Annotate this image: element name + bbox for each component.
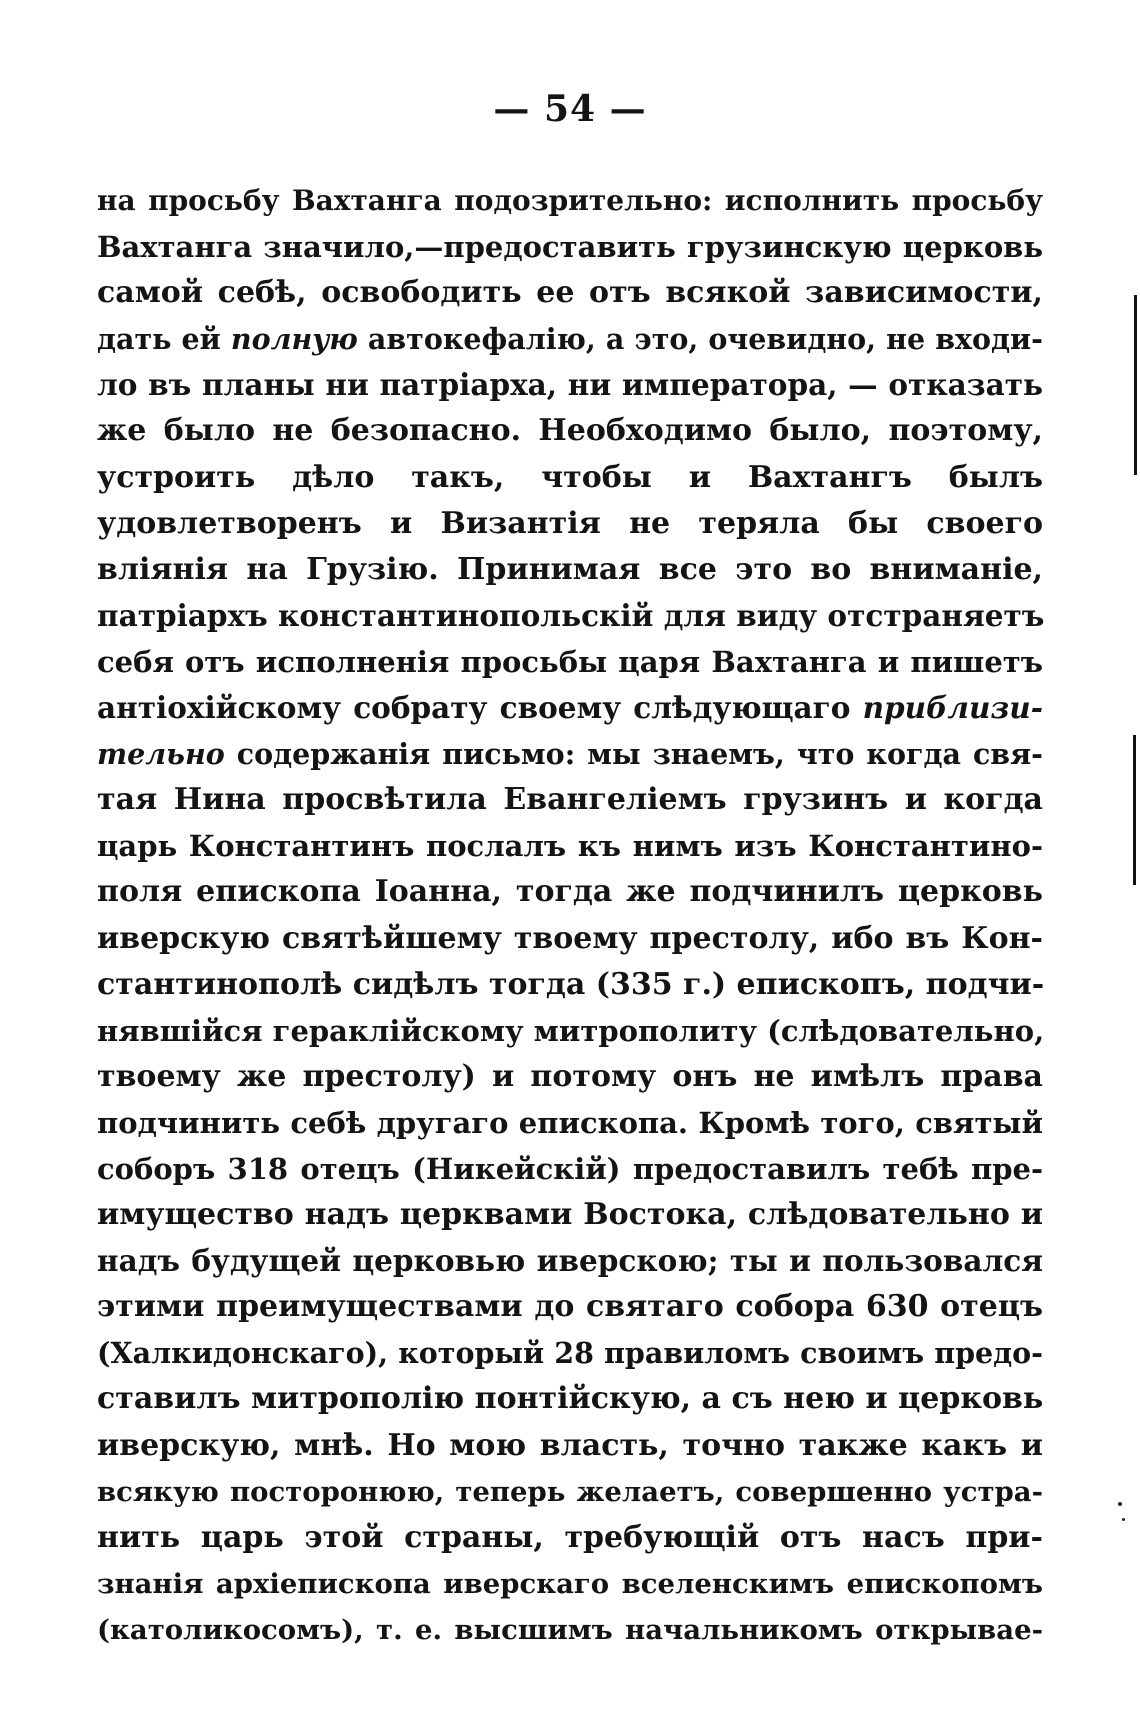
text-segment: (католикосомъ), т. е. высшимъ начальникомъ открывае-: [97, 1613, 1043, 1646]
text-segment: нить царь этой страны, требующій отъ насъ при-: [97, 1519, 1043, 1555]
text-segment: дать ей: [97, 322, 231, 357]
text-segment: автокефалію, а это, очевидно, не входи-: [357, 322, 1043, 357]
text-line: [97, 270, 1043, 316]
emphasized-text: приблизи-: [862, 690, 1043, 726]
text-segment: же было не безопасно. Необходимо было, поэтому,: [97, 413, 1043, 449]
margin-scan-mark: [1133, 735, 1136, 885]
text-line: [97, 1469, 1043, 1515]
text-line: [97, 547, 1043, 593]
text-line: [97, 1330, 1043, 1376]
text-segment: этими преимуществами до святаго собора 630 отецъ: [97, 1289, 1043, 1325]
scan-speck: [1118, 1502, 1122, 1506]
text-line: [97, 362, 1043, 408]
text-line: [97, 408, 1043, 454]
text-line: [97, 1376, 1043, 1422]
emphasized-text: полную: [230, 322, 358, 357]
text-segment: ло въ планы ни патріарха, ни императора, — отказать: [97, 367, 1043, 403]
text-segment: самой себѣ, освободить ее отъ всякой зависимости,: [97, 275, 1043, 311]
text-line: [97, 731, 1043, 777]
text-line: [97, 1146, 1043, 1192]
text-segment: подчинить себѣ другаго епископа. Кромѣ того, святый: [97, 1105, 1043, 1140]
text-segment: Вахтанга значило,—предоставить грузинскую церковь: [97, 230, 1043, 265]
text-segment: устроить дѣло такъ, чтобы и Вахтангъ былъ: [97, 459, 1043, 495]
text-line: [97, 685, 1043, 731]
text-segment: нявшійся гераклійскому митрополиту (слѣдовательно,: [97, 1013, 1045, 1048]
text-segment: стантинополѣ сидѣлъ тогда (335 г.) епископъ, подчи-: [97, 966, 1045, 1002]
text-line: [97, 1423, 1043, 1469]
text-line: [97, 1561, 1043, 1607]
text-segment: твоему же престолу) и потому онъ не имѣлъ права: [97, 1058, 1043, 1094]
emphasized-text: тельно: [97, 737, 225, 772]
text-segment: антіохійскому собрату своему слѣдующаго: [97, 690, 863, 726]
margin-scan-mark: [1134, 295, 1137, 475]
text-line: [97, 869, 1043, 915]
text-line: [97, 1607, 1043, 1653]
text-line: [97, 1008, 1043, 1054]
text-segment: царь Константинъ послалъ къ нимъ изъ Константино-: [97, 829, 1043, 864]
text-line: [97, 455, 1043, 501]
text-line: [97, 1192, 1043, 1238]
scan-speck: [1122, 1518, 1125, 1521]
text-segment: патріархъ константинопольскій для виду отстраняетъ: [97, 597, 1045, 633]
text-segment: поля епископа Іоанна, тогда же подчинилъ церковь: [97, 874, 1043, 910]
text-line: [97, 823, 1043, 869]
text-line: [97, 639, 1043, 685]
text-segment: знанія архіепископа иверскаго вселенскимъ епископомъ: [97, 1567, 1043, 1600]
text-line: [97, 1054, 1043, 1100]
text-line: [97, 224, 1043, 270]
text-segment: иверскую святѣйшему твоему престолу, ибо въ Кон-: [97, 920, 1043, 956]
text-segment: тая Нина просвѣтила Евангеліемъ грузинъ и когда: [97, 782, 1043, 818]
text-line: [97, 501, 1043, 547]
text-line: [97, 916, 1043, 962]
text-line: [97, 962, 1043, 1008]
text-segment: на просьбу Вахтанга подозрительно: исполнить просьбу: [97, 184, 1043, 217]
text-segment: удовлетворенъ и Византія не теряла бы своего: [97, 505, 1043, 541]
text-line: [97, 777, 1043, 823]
body-text: [97, 178, 1043, 1653]
text-segment: вліянія на Грузію. Принимая все это во вниманіе,: [97, 551, 1043, 587]
text-line: [97, 1100, 1043, 1146]
text-segment: содержанія письмо: мы знаемъ, что когда свя-: [224, 737, 1043, 772]
text-line: [97, 316, 1043, 362]
text-line: [97, 1238, 1043, 1284]
text-line: [97, 178, 1043, 224]
text-segment: иверскую, мнѣ. Но мою власть, точно также какъ и: [97, 1427, 1043, 1463]
text-segment: (Халкидонскаго), который 28 правиломъ своимъ предо-: [97, 1336, 1043, 1371]
page-number: — 54 —: [493, 88, 647, 130]
text-segment: всякую посторонюю, теперь желаетъ, совершенно устра-: [97, 1475, 1043, 1508]
text-line: [97, 1515, 1043, 1561]
text-line: [97, 1284, 1043, 1330]
text-line: [97, 593, 1043, 639]
text-segment: надъ будущей церковью иверскою; ты и пользовался: [97, 1243, 1043, 1279]
text-segment: соборъ 318 отецъ (Никейскій) предоставилъ тебѣ пре-: [97, 1151, 1043, 1186]
text-segment: ставилъ митрополію понтійскую, а съ нею и церковь: [97, 1381, 1044, 1417]
text-segment: имущество надъ церквами Востока, слѣдовательно и: [97, 1197, 1043, 1233]
text-segment: себя отъ исполненія просьбы царя Вахтанга и пишетъ: [97, 644, 1043, 679]
